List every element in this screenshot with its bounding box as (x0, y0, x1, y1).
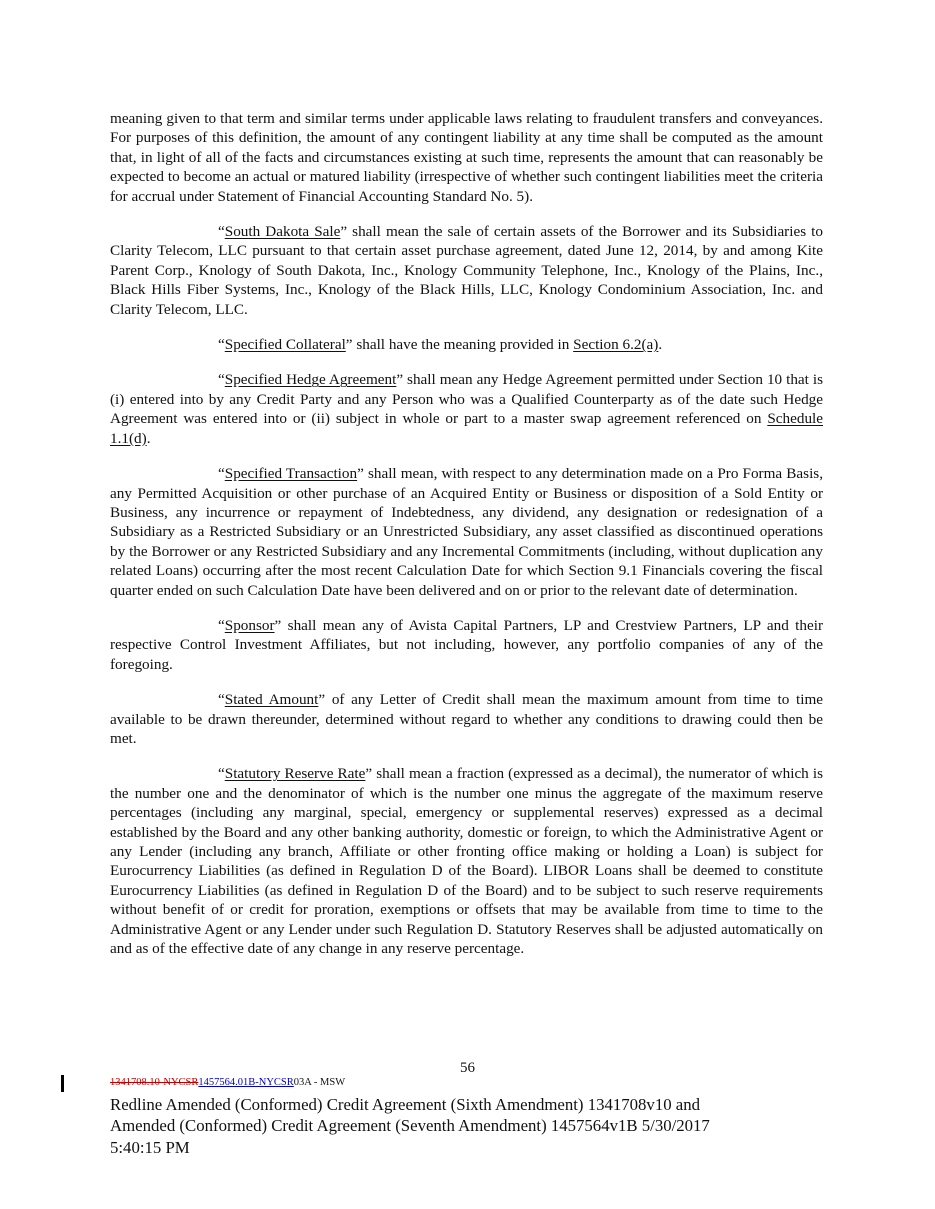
redline-footer (110, 1094, 810, 1158)
definition-sponsor: “Sponsor” shall mean any of Avista Capital Partners, LP and Crestview Partners, LP and their respective Control Investment Affiliates, but not including, however, any portfolio companies of any of the foregoing. (110, 616, 823, 673)
defined-term: Specified Transaction (224, 465, 358, 483)
schedule-reference: Schedule 1.1(d) (110, 410, 823, 447)
change-bar (61, 1075, 64, 1092)
definition-specified-collateral: “Specified Collateral” shall have the meaning provided in Section 6.2(a). (218, 336, 663, 354)
definition-stated-amount: “Stated Amount” of any Letter of Credit shall mean the maximum amount from time to time available to be drawn thereunder, determined without regard to whether any conditions to drawing could then be met. (110, 691, 823, 747)
paragraph-continuation (110, 109, 823, 206)
definition-specified-hedge-agreement: “Specified Hedge Agreement” shall mean any Hedge Agreement permitted under Section 10 that is (i) entered into by any Credit Party and any Person who was a Qualified Counterparty as of the date such Hedge Agreement was entered into or (ii) subject in whole or part to a master swap agreement referenced on Schedule 1.1(d). (110, 371, 823, 447)
defined-term: Sponsor (224, 616, 275, 634)
redline-footer-line: Redline Amended (Conformed) Credit Agreement (Sixth Amendment) 1341708v10 and (110, 1095, 701, 1114)
defined-term: Specified Collateral (224, 336, 346, 354)
deleted-document-id: 1341708.10-NYCSR (110, 1077, 199, 1088)
defined-term: Statutory Reserve Rate (224, 765, 366, 783)
definition-text: shall mean any of Avista Capital Partners, LP and Crestview Partners, LP and their respective Control Investment Affiliates, but not including, however, any portfolio companies of any of the foregoing. (110, 616, 823, 673)
definition-text: shall mean, with respect to any determination made on a Pro Forma Basis, any Permitted Acquisition or other purchase of an Acquired Entity or Business or disposition of a Sold Entity or Business, any incurrence or repayment of Indebtedness, any dividend, any designation or redesignation of a Subsidiary as a Restricted Subsidiary or an Unrestricted Subsidiary, any asset classified as discontinued operations by the Borrower or any Restricted Subsidiary and any Incremental Commitments (including, without duplication any related Loans) occurring after the most recent Calculation Date for which Section 9.1 Financials covering the fiscal quarter ended on such Calculation Date have been delivered and on or prior to the relevant date of determination. (110, 465, 823, 599)
definition-specified-transaction: “Specified Transaction” shall mean, with respect to any determination made on a Pro Forma Basis, any Permitted Acquisition or other purchase of an Acquired Entity or Business or disposition of a Sold Entity or Business, any incurrence or repayment of Indebtedness, any dividend, any designation or redesignation of a Subsidiary as a Restricted Subsidiary or an Unrestricted Subsidiary, any asset classified as discontinued operations by the Borrower or any Restricted Subsidiary and any Incremental Commitments (including, without duplication any related Loans) occurring after the most recent Calculation Date for which Section 9.1 Financials covering the fiscal quarter ended on such Calculation Date have been delivered and on or prior to the relevant date of determination. (110, 465, 823, 599)
defined-term: Specified Hedge Agreement (224, 371, 397, 389)
inserted-document-id: 1457564.01B-NYCSR (198, 1077, 294, 1088)
redline-footer-line: Amended (Conformed) Credit Agreement (Seventh Amendment) 1457564v1B 5/30/2017 (110, 1116, 710, 1136)
definition-text: of any Letter of Credit shall mean the maximum amount from time to time available to be drawn thereunder, determined without regard to whether any conditions to drawing could then be met. (110, 691, 823, 747)
defined-term: Stated Amount (224, 691, 319, 709)
definition-text: shall mean a fraction (expressed as a decimal), the numerator of which is the number one and the denominator of which is the number one minus the aggregate of the maximum reserve percentages (including any marginal, special, emergency or supplemental reserves) expressed as a decimal established by the Board and any other banking authority, domestic or foreign, to which the Administrative Agent or any Lender (including any branch, Affiliate or other fronting office making or holding a Loan) is subject for Eurocurrency Liabilities (as defined in Regulation D of the Board). LIBOR Loans shall be deemed to constitute Eurocurrency Liabilities (as defined in Regulation D of the Board) and to be subject to such reserve requirements without benefit of or credit for proration, exemptions or offsets that may be available from time to time to the Administrative Agent or any Lender under such Regulation D. Statutory Reserves shall be adjusted automatically on and as of the effective date of any change in any reserve percentage. (110, 765, 823, 958)
document-id (110, 1077, 345, 1088)
definition-south-dakota-sale: “South Dakota Sale” shall mean the sale of certain assets of the Borrower and its Subsidiaries to Clarity Telecom, LLC pursuant to that certain asset purchase agreement, dated June 12, 2014, by and among Kite Parent Corp., Knology of South Dakota, Inc., Knology Community Telephone, Inc., Knology of the Plains, Inc., Black Hills Fiber Systems, Inc., Knology of the Black Hills, LLC, Knology Condominium Association, Inc. and Clarity Telecom, LLC. (110, 223, 823, 318)
paragraph-text: meaning given to that term and similar terms under applicable laws relating to fraudulent transfers and conveyances. For purposes of this definition, the amount of any contingent liability at any time shall be computed as the amount that, in light of all of the facts and circumstances existing at such time, represents the amount that can reasonably be expected to become an actual or matured liability (irrespective of whether such contingent liabilities meet the criteria for accrual under Statement of Financial Accounting Standard No. 5). (110, 110, 823, 205)
definition-text: shall have the meaning provided in (352, 336, 574, 354)
defined-term: South Dakota Sale (224, 223, 341, 241)
section-reference: Section 6.2(a) (573, 336, 659, 354)
document-id-suffix: 03A - MSW (293, 1077, 346, 1088)
definition-text: shall mean the sale of certain assets of the Borrower and its Subsidiaries to Clarity Telecom, LLC pursuant to that certain asset purchase agreement, dated June 12, 2014, by and among Kite Parent Corp., Knology of South Dakota, Inc., Knology Community Telephone, Inc., Knology of the Plains, Inc., Black Hills Fiber Systems, Inc., Knology of the Black Hills, LLC, Knology Condominium Association, Inc. and Clarity Telecom, LLC. (110, 223, 823, 318)
definitions-body (110, 109, 823, 974)
page-number: 56 (460, 1060, 475, 1076)
definition-text: shall mean any Hedge Agreement permitted under Section 10 that is (i) entered into by any Credit Party and any Person who was a Qualified Counterparty as of the date such Hedge Agreement was entered into or (ii) subject in whole or part to a master swap agreement referenced on (110, 371, 823, 428)
redline-footer-line: 5:40:15 PM (110, 1137, 190, 1157)
definition-statutory-reserve-rate: “Statutory Reserve Rate” shall mean a fraction (expressed as a decimal), the numerator of which is the number one and the denominator of which is the number one minus the aggregate of the maximum reserve percentages (including any marginal, special, emergency or supplemental reserves) expressed as a decimal established by the Board and any other banking authority, domestic or foreign, to which the Administrative Agent or any Lender (including any branch, Affiliate or other fronting office making or holding a Loan) is subject for Eurocurrency Liabilities (as defined in Regulation D of the Board). LIBOR Loans shall be deemed to constitute Eurocurrency Liabilities (as defined in Regulation D of the Board) and to be subject to such reserve requirements without benefit of or credit for proration, exemptions or offsets that may be available from time to time to the Administrative Agent or any Lender under such Regulation D. Statutory Reserves shall be adjusted automatically on and as of the effective date of any change in any reserve percentage. (110, 765, 823, 958)
